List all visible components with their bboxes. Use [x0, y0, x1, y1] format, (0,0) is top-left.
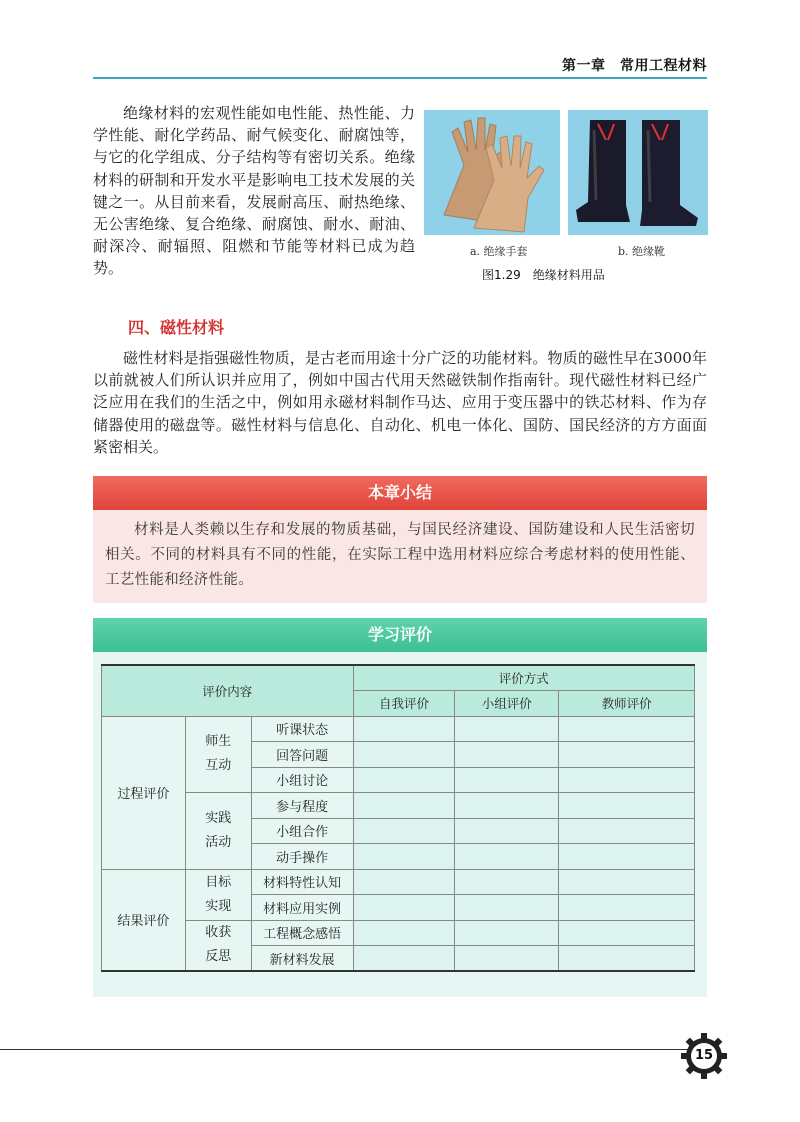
- group-eval-cell[interactable]: [455, 742, 559, 768]
- group-eval-cell[interactable]: [455, 767, 559, 793]
- group-eval-cell[interactable]: [455, 716, 559, 742]
- self-eval-cell[interactable]: [353, 818, 455, 844]
- section-heading: 四、磁性材料: [128, 318, 225, 337]
- teacher-eval-cell[interactable]: [559, 818, 695, 844]
- table-row: [102, 716, 695, 742]
- item-label: 参与程度: [251, 793, 353, 819]
- self-eval-cell[interactable]: [353, 844, 455, 870]
- header-eval-method: 评价方式: [353, 665, 694, 691]
- self-eval-cell[interactable]: [353, 946, 455, 972]
- insulation-paragraph: 绝缘材料的宏观性能如电性能、热性能、力学性能、耐化学药品、耐气候变化、耐腐蚀等，与它的化学组成、分子结构等有密切关系。绝缘材料的研制和开发水平是影响电工技术发展的关键之一。从目前来看，发展耐高压、耐热绝缘、无公害绝缘、复合绝缘、耐腐蚀、耐水、耐油、耐深冷、耐辐照、阻燃和节能等材料已成为趋势。: [93, 104, 415, 278]
- figure-title: 图1.29 绝缘材料用品: [482, 268, 605, 282]
- self-eval-cell[interactable]: [353, 895, 455, 921]
- header-self-eval: 自我评价: [353, 691, 455, 717]
- magnetic-paragraph: 磁性材料是指强磁性物质，是古老而用途十分广泛的功能材料。物质的磁性早在3000年以前就被人们所认识并应用了，例如中国古代用天然磁铁制作指南针。现代磁性材料已经广泛应用在我们的生活之中，例如用永磁材料制作马达、应用于变压器中的铁芯材料、作为存储器使用的磁盘等。磁性材料与信息化、自动化、机电一体化、国防、国民经济的方方面面紧密相关。: [93, 349, 707, 456]
- teacher-eval-cell[interactable]: [559, 793, 695, 819]
- self-eval-cell[interactable]: [353, 920, 455, 946]
- teacher-eval-cell[interactable]: [559, 716, 695, 742]
- page-number: 15: [694, 1048, 714, 1063]
- item-label: 材料应用实例: [251, 895, 353, 921]
- self-eval-cell[interactable]: [353, 716, 455, 742]
- process-eval-label: 过程评价: [102, 716, 186, 869]
- group-eval-cell[interactable]: [455, 844, 559, 870]
- teacher-eval-cell[interactable]: [559, 895, 695, 921]
- group-eval-cell[interactable]: [455, 920, 559, 946]
- table-row: [102, 869, 695, 895]
- item-label: 动手操作: [251, 844, 353, 870]
- teacher-eval-cell[interactable]: [559, 869, 695, 895]
- item-label: 小组合作: [251, 818, 353, 844]
- header-rule: [93, 77, 707, 79]
- caption-boots: b. 绝缘靴: [618, 245, 666, 258]
- item-label: 回答问题: [251, 742, 353, 768]
- header-group-eval: 小组评价: [455, 691, 559, 717]
- item-label: 新材料发展: [251, 946, 353, 972]
- group-eval-cell[interactable]: [455, 946, 559, 972]
- table-row: [102, 793, 695, 819]
- group-practice: 实践 活动: [185, 793, 251, 870]
- caption-gloves: a. 绝缘手套: [470, 245, 528, 258]
- item-label: 小组讨论: [251, 767, 353, 793]
- teacher-eval-cell[interactable]: [559, 742, 695, 768]
- group-interaction: 师生 互动: [185, 716, 251, 793]
- summary-text: 材料是人类赖以生存和发展的物质基础，与国民经济建设、国防建设和人民生活密切相关。不同的材料具有不同的性能，在实际工程中选用材料应综合考虑材料的使用性能、工艺性能和经济性能。: [93, 510, 707, 603]
- insulating-boots-photo: [568, 110, 708, 235]
- teacher-eval-cell[interactable]: [559, 844, 695, 870]
- header-eval-content: 评价内容: [102, 665, 354, 716]
- teacher-eval-cell[interactable]: [559, 946, 695, 972]
- item-label: 听课状态: [251, 716, 353, 742]
- teacher-eval-cell[interactable]: [559, 767, 695, 793]
- evaluation-title-band: 学习评价: [93, 618, 707, 652]
- item-label: 工程概念感悟: [251, 920, 353, 946]
- group-reflection: 收获 反思: [185, 920, 251, 971]
- self-eval-cell[interactable]: [353, 869, 455, 895]
- self-eval-cell[interactable]: [353, 767, 455, 793]
- page-header: [93, 55, 707, 77]
- summary-title-band: 本章小结: [93, 476, 707, 510]
- evaluation-table: [101, 664, 695, 972]
- result-eval-label: 结果评价: [102, 869, 186, 971]
- footer-rule: [0, 1049, 690, 1050]
- group-eval-cell[interactable]: [455, 869, 559, 895]
- group-eval-cell[interactable]: [455, 818, 559, 844]
- self-eval-cell[interactable]: [353, 742, 455, 768]
- header-teacher-eval: 教师评价: [559, 691, 695, 717]
- insulating-gloves-photo: [424, 110, 560, 235]
- group-eval-cell[interactable]: [455, 895, 559, 921]
- chapter-title: 第一章 常用工程材料: [562, 58, 707, 74]
- group-eval-cell[interactable]: [455, 793, 559, 819]
- item-label: 材料特性认知: [251, 869, 353, 895]
- group-goal: 目标 实现: [185, 869, 251, 920]
- self-eval-cell[interactable]: [353, 793, 455, 819]
- teacher-eval-cell[interactable]: [559, 920, 695, 946]
- table-row: [102, 920, 695, 946]
